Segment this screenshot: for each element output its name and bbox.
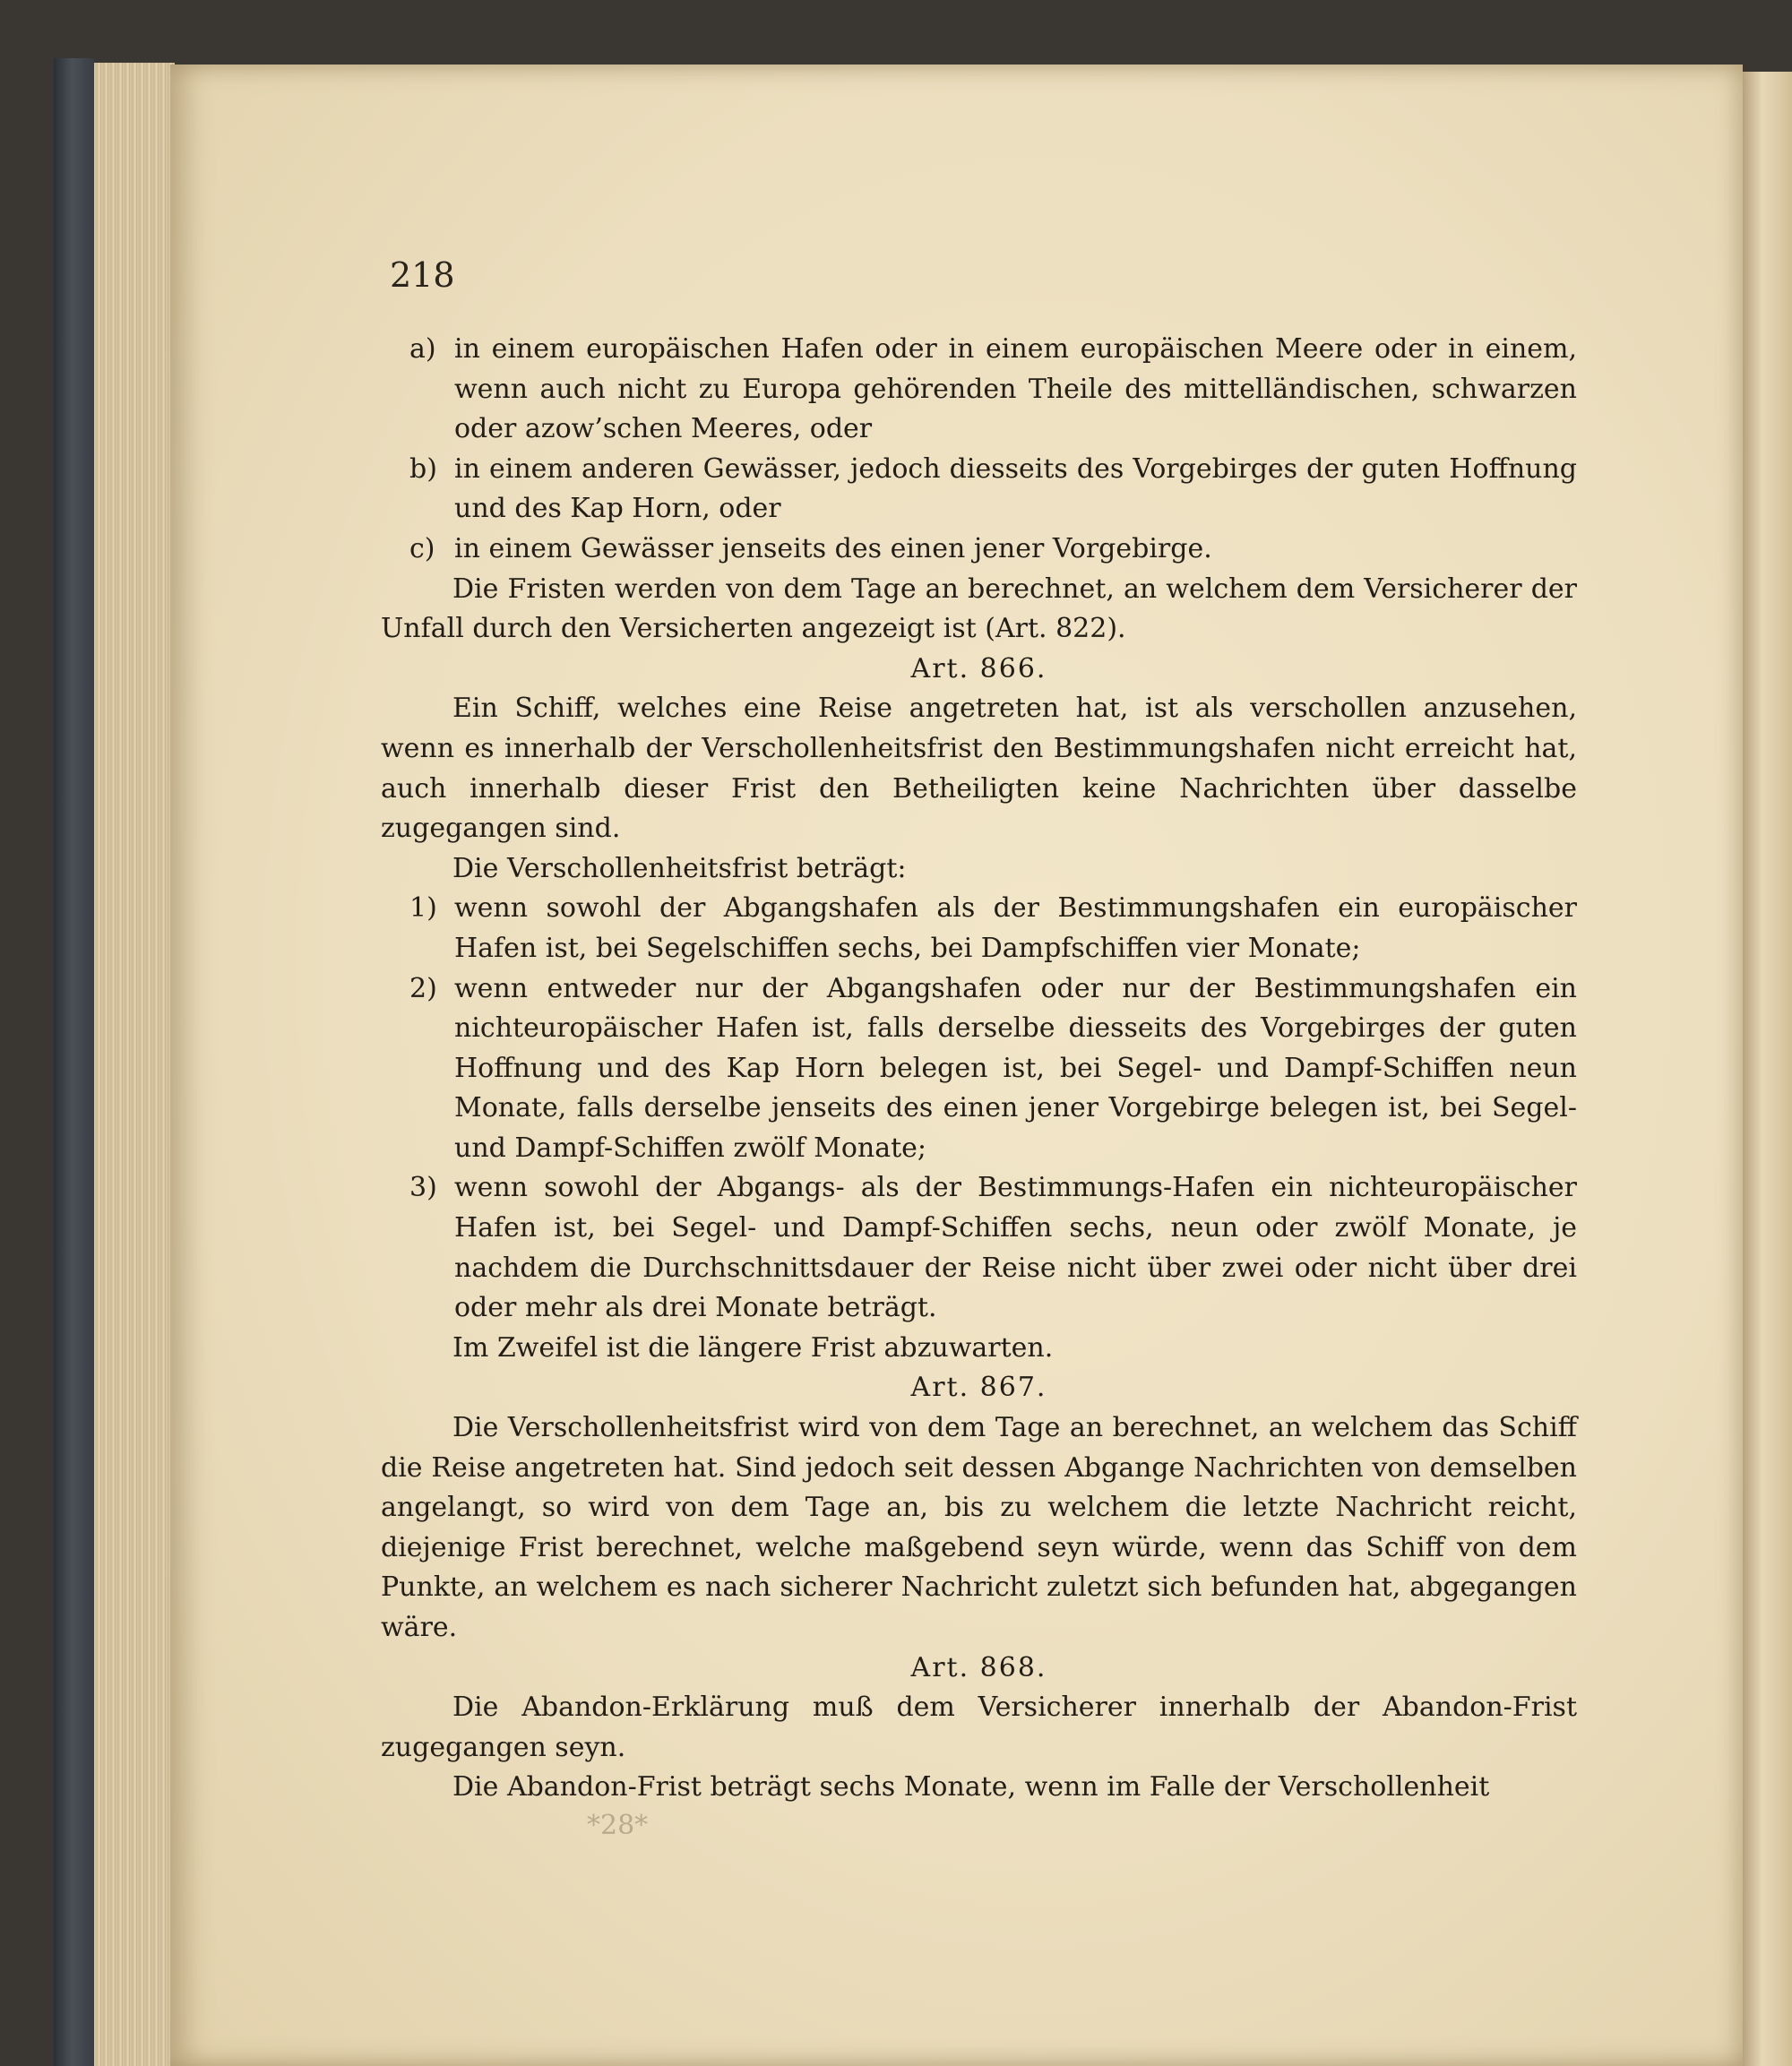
list-item-1: [381, 889, 1577, 968]
item-marker: 1): [409, 892, 437, 925]
item-marker: 2): [409, 972, 437, 1004]
item-text: wenn entweder nur der Abgangshafen oder nur der Bestimmungshafen ein nichteuropäischer Hafen ist, falls derselbe diesseits des Vorgebirges der guten Hoffnung und des Kap Horn belegen ist, bei Segel- und Dampf-Schiffen neun Monate, falls derselbe jenseits des einen jener Vorgebirge belegen ist, bei Segel- und Dampf-Schiffen zwölf Monate;: [454, 972, 1577, 1164]
book-cover-edge: [54, 58, 94, 2066]
article-heading-867: Art. 867.: [910, 1372, 1047, 1404]
page-text: [381, 330, 1577, 1808]
item-text: in einem europäischen Hafen oder in einem europäischen Meere oder in einem, wenn auch nicht zu Europa gehörenden Theile des mittelländischen, schwarzen oder azow’schen Meeres, oder: [454, 333, 1577, 445]
paragraph-fristen: Die Fristen werden von dem Tage an berechnet, an welchem dem Versicherer der Unfall durch den Versicherten angezeigt ist (Art. 822).: [381, 572, 1577, 645]
page-number: 218: [390, 255, 455, 295]
signature-mark: *28*: [587, 1810, 649, 1841]
item-text: in einem anderen Gewässer, jedoch diesseits des Vorgebirges der guten Hoffnung und des Kap Horn, oder: [454, 452, 1577, 525]
article-heading-868: Art. 868.: [910, 1651, 1047, 1683]
page-stack-edge: [94, 63, 175, 2066]
paragraph-zweifel: Im Zweifel ist die längere Frist abzuwarten.: [452, 1331, 1054, 1364]
paragraph-art867: Die Verschollenheitsfrist wird von dem Tage an berechnet, an welchem das Schiff die Reise angetreten hat. Sind jedoch seit dessen Abgange Nachrichten von demselben angelangt, so wird von dem Tage an, bis zu welchem die letzte Nachricht reicht, diejenige Frist berechnet, welche maßgebend seyn würde, wenn das Schiff von dem Punkte, an welchem es nach sicherer Nachricht zuletzt sich befunden hat, abgegangen wäre.: [381, 1412, 1577, 1643]
paragraph-art866-2: Die Verschollenheitsfrist beträgt:: [452, 852, 907, 884]
item-marker: 3): [409, 1172, 437, 1204]
item-marker: c): [409, 532, 435, 564]
item-text: in einem Gewässer jenseits des einen jener Vorgebirge.: [454, 532, 1212, 564]
item-marker: a): [409, 333, 436, 365]
item-text: wenn sowohl der Abgangshafen als der Bestimmungshafen ein europäischer Hafen ist, bei Segelschiffen sechs, bei Dampfschiffen vier Monate;: [454, 892, 1577, 964]
facing-page-edge: [1743, 72, 1792, 2066]
paragraph-art868-1: Die Abandon-Erklärung muß dem Versicherer innerhalb der Abandon-Frist zugegangen seyn.: [381, 1692, 1577, 1763]
list-item-c: [381, 529, 1577, 570]
list-item-2: [381, 969, 1577, 1169]
article-heading-866: Art. 866.: [910, 652, 1047, 684]
paragraph-art868-2: Die Abandon-Frist beträgt sechs Monate, wenn im Falle der Verschollenheit: [452, 1771, 1490, 1803]
paragraph-art866-1: Ein Schiff, welches eine Reise angetreten hat, ist als verschollen anzusehen, wenn es innerhalb der Verschollenheitsfrist den Bestimmungshafen nicht erreicht hat, auch innerhalb dieser Frist den Betheiligten keine Nachrichten über dasselbe zugegangen sind.: [381, 693, 1577, 845]
item-marker: b): [409, 452, 437, 485]
item-text: wenn sowohl der Abgangs- als der Bestimmungs-Hafen ein nichteuropäischer Hafen ist, bei Segel- und Dampf-Schiffen sechs, neun oder zwölf Monate, je nachdem die Durchschnittsdauer der Reise nicht über zwei oder nicht über drei oder mehr als drei Monate beträgt.: [454, 1172, 1577, 1324]
list-item-3: [381, 1168, 1577, 1328]
list-item-a: [381, 330, 1577, 450]
list-item-b: [381, 450, 1577, 529]
